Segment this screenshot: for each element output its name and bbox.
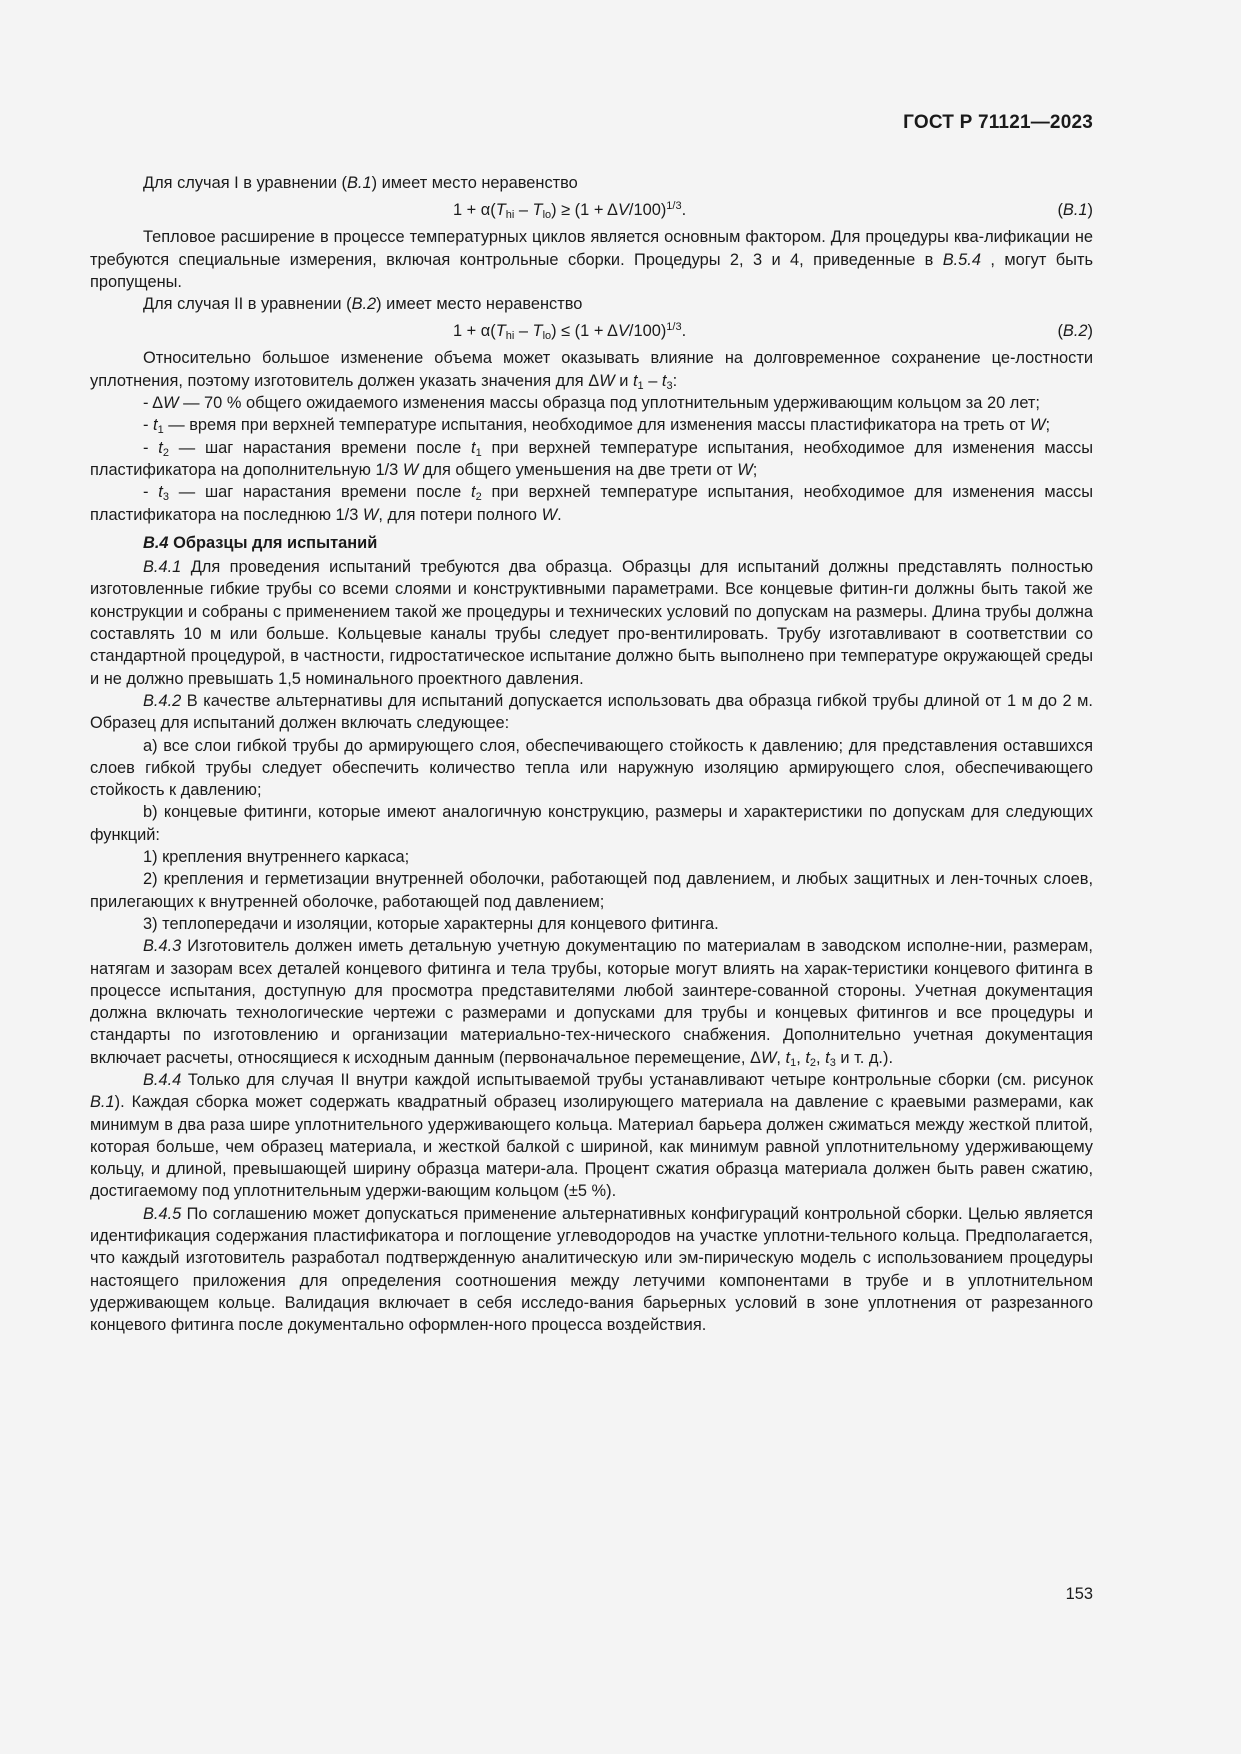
case1-intro: Для случая I в уравнении (B.1) имеет место неравенство	[143, 174, 578, 192]
formula-b2-expression: $1 + \alpha(T_{hi} - T_{lo}) \le (1 + \Delta V/100)^{1/3}$.	[453, 321, 687, 343]
clause-b42	[90, 690, 1093, 735]
clause-b45-label: B.4.5	[143, 1204, 182, 1223]
bullet-dw: - ΔW — 70 % общего ожидаемого изменения массы образца под уплотнительным удерживающим кольцом за 20 лет;	[143, 394, 1040, 413]
formula-b1	[90, 195, 1093, 225]
formula-b2	[90, 316, 1093, 346]
clause-b41-label: B.4.1	[143, 558, 182, 577]
bullet-t3: - $t_3$ — шаг нарастания времени после $t_2$ при верхней температуре испытания, необходимое для изменения массы пластификатора на последнюю 1/3 W, для потери полного W.	[90, 483, 1093, 524]
bullet-t1: - $t_1$ — время при верхней температуре испытания, необходимое для изменения массы пластификатора на треть от W;	[143, 416, 1051, 437]
formula-b2-number: (B.2)	[1057, 322, 1093, 341]
clause-b45-text: По соглашению может допускаться применение альтернативных конфигураций контрольной сборки. Целью является идентификация содержания пластификатора и поглощение углеводородов на участке уплотни-тельного кольца. Предполагается, что каждый изготовитель разработал подтвержденную аналитическую или эм-пирическую модель с использованием процедуры настоящего приложения для определения соотношения между летучими компонентами в трубе и в уплотнительном удерживающем кольце. Валидация включает в себя исследо-вания барьерных условий в зоне уплотнения от разрезанного концевого фитинга после документально оформлен-ного процесса воздействия.	[90, 1204, 1093, 1335]
clause-b42-item-3: 3) теплопередачи и изоляции, которые характерны для концевого фитинга.	[143, 914, 719, 933]
clause-b41-text: Для проведения испытаний требуются два образца. Образцы для испытаний должны представлять полностью изготовленные гибкие трубы со всеми слоями и конструктивными параметрами. Все концевые фитин-ги должны быть такой же конструкции и собраны с применением такой же процедуры и технических условий по допускам на размеры. Длина трубы должна составлять 10 м или больше. Кольцевые каналы трубы следует про-вентилировать. Трубу изготавливают в соответствии со стандартной процедурой, в частности, гидростатическое испытание должно быть выполнено при температуре окружающей среды и не должно превышать 1,5 номинального проектного давления.	[90, 558, 1093, 688]
standard-header: ГОСТ Р 71121—2023	[903, 112, 1093, 133]
clause-b44: B.4.4 Только для случая II внутри каждой испытываемой трубы устанавливают четыре контрольные сборки (см. рисунок B.1). Каждая сборка может содержать квадратный образец изолирующего материала на давление с краевыми размерами, как минимум в два раза шире уплотнительного удерживающего кольца. Материал барьера должен сжиматься между жесткой плитой, которая больше, чем образец материала, и жесткой балкой с шириной, как минимум равной уплотнительному удерживающему кольцу, и длиной, превышающей ширину образца матери-ала. Процент сжатия образца материала должен быть равен сжатию, достигаемому под уплотнительным удержи-вающим кольцом (±5 %).	[90, 1070, 1093, 1201]
thermal-paragraph: Тепловое расширение в процессе температурных циклов является основным фактором. Для процедуры ква-лификации не требуются специальные измерения, включая контрольные сборки. Процедуры 2, 3 и 4, приведенные в B.5.4 , могут быть пропущены.	[90, 228, 1093, 291]
clause-b45	[90, 1203, 1093, 1337]
formula-b1-expression: $1 + \alpha(T_{hi} - T_{lo}) \ge (1 + \Delta V/100)^{1/3}$.	[453, 200, 687, 222]
clause-b43-label: B.4.3	[143, 937, 182, 956]
page-content	[90, 172, 1093, 1337]
section-heading-b4: B.4 Образцы для испытаний	[143, 533, 378, 552]
case2-intro: Для случая II в уравнении (B.2) имеет место неравенство	[143, 295, 583, 314]
formula-b1-number: (B.1)	[1057, 201, 1093, 220]
page-number: 153	[1065, 1585, 1093, 1603]
volume-paragraph: Относительно большое изменение объема может оказывать влияние на долговременное сохранение це-лостности уплотнения, поэтому изготовитель должен указать значения для ΔW и $t_1 - t_3$:	[90, 349, 1093, 392]
clause-b42-text: В качестве альтернативы для испытаний допускается использовать два образца гибкой трубы длиной от 1 м до 2 м. Образец для испытаний должен включать следующее:	[90, 691, 1093, 733]
clause-b42-item-2: 2) крепления и герметизации внутренней оболочки, работающей под давлением, и любых защитных и лен-точных слоев, прилегающих к внутренней оболочке, работающей под давлением;	[90, 870, 1093, 911]
clause-b42-item-a: a) все слои гибкой трубы до армирующего слоя, обеспечивающего стойкость к давлению; для представления оставшихся слоев гибкой трубы следует обеспечить количество тепла или наружную изоляцию армирующего слоя, обеспечивающего стойкость к давлению;	[90, 736, 1093, 800]
clause-b44-label: B.4.4	[143, 1070, 182, 1089]
clause-b42-label: B.4.2	[143, 691, 182, 710]
clause-b42-item-1: 1) крепления внутреннего каркаса;	[143, 848, 410, 867]
clause-b41	[90, 556, 1093, 690]
bullet-t2: - $t_2$ — шаг нарастания времени после $t_1$ при верхней температуре испытания, необходимое для изменения массы пластификатора на дополнительную 1/3 W для общего уменьшения на две трети от W;	[90, 438, 1093, 479]
clause-b43: B.4.3 Изготовитель должен иметь детальную учетную документацию по материалам в заводском исполне-нии, размерам, натягам и зазорам всех деталей концевого фитинга и тела трубы, которые могут влиять на харак-теристики концевого фитинга в процессе испытания, доступную для просмотра представителями любой заинтере-сованной стороны. Учетная документация должна включать технологические чертежи с размерами и допусками для трубы и концевых фитингов и все процедуры и стандарты по изготовлению и организации материально-тех-нического снабжения. Дополнительно учетная документация включает расчеты, относящиеся к исходным данным (первоначальное перемещение, ΔW, $t_1$, $t_2$, $t_3$ и т. д.).	[90, 937, 1093, 1069]
clause-b42-item-b: b) концевые фитинги, которые имеют аналогичную конструкцию, размеры и характеристики по допускам для следующих функций:	[90, 803, 1093, 844]
